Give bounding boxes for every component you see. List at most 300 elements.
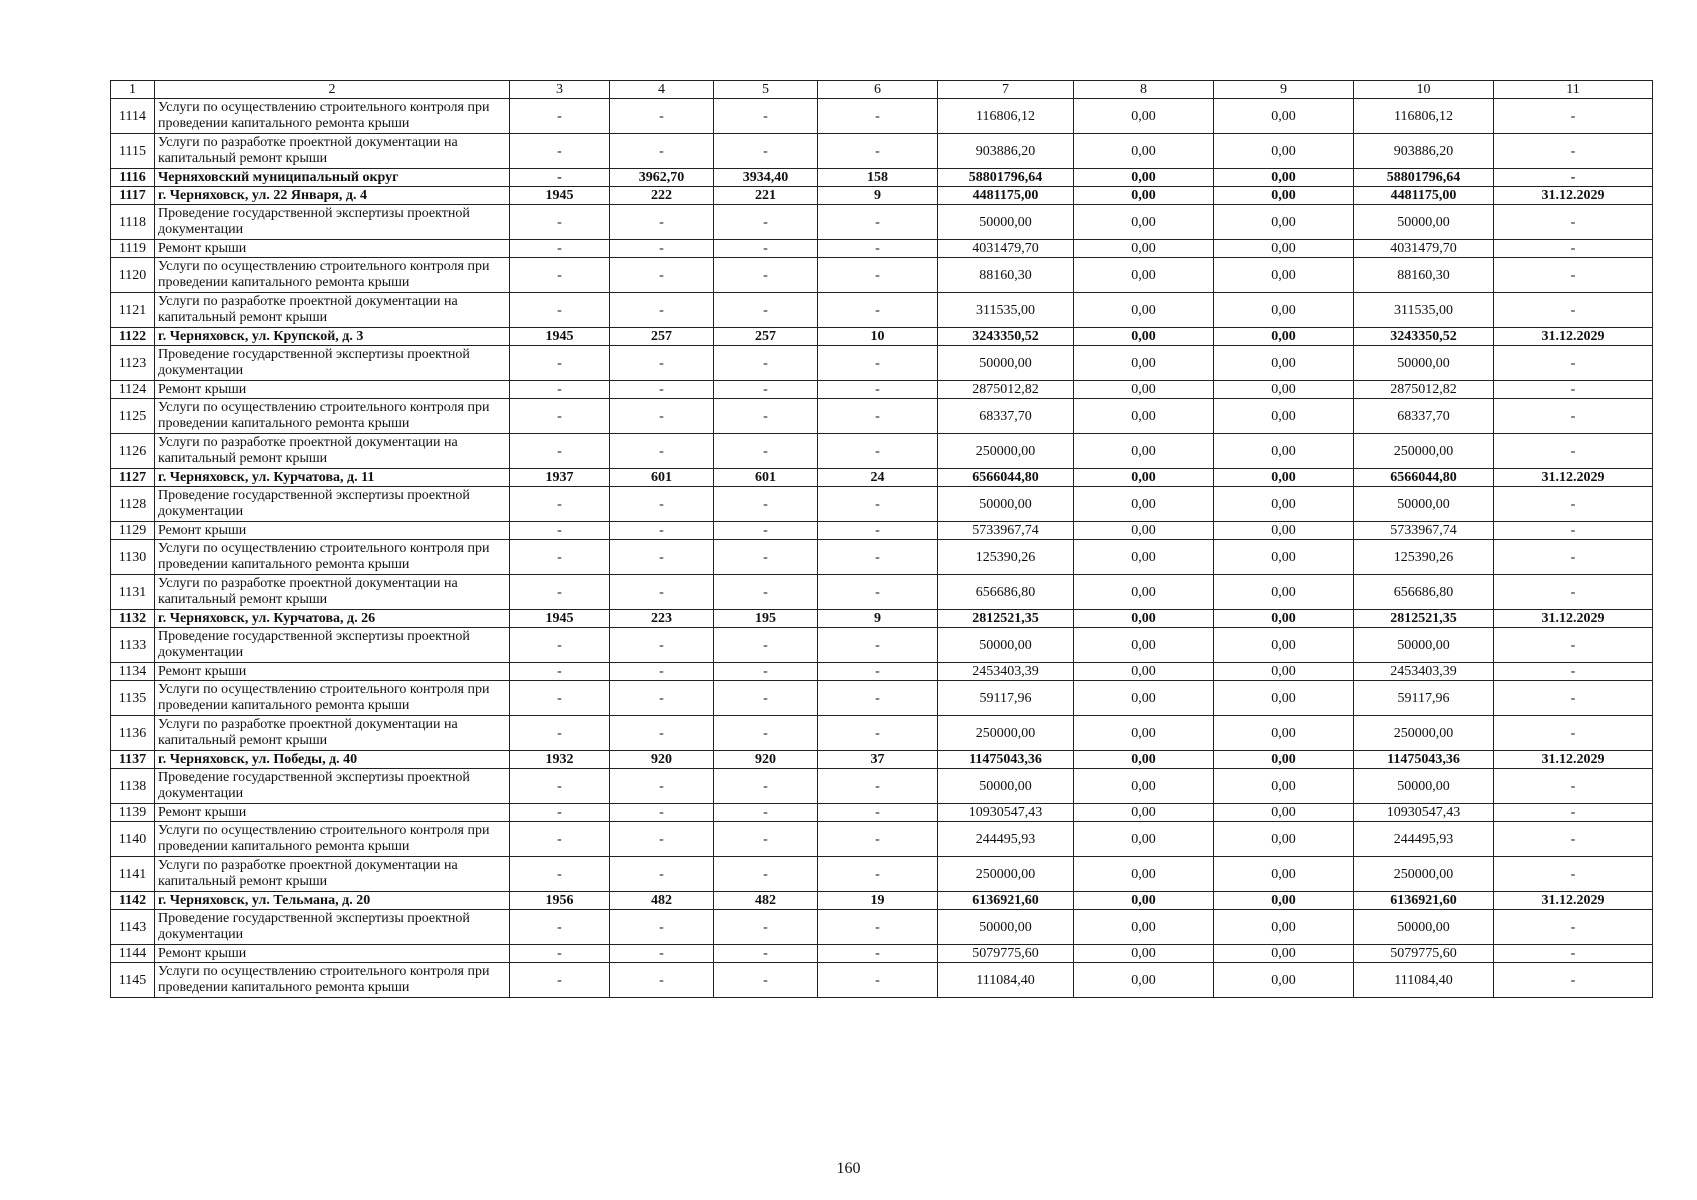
year-cell: - — [510, 575, 610, 610]
residents-cell: - — [818, 293, 938, 328]
header-cell: 7 — [938, 81, 1074, 99]
table-row — [111, 751, 1653, 769]
area-total-cell: - — [610, 663, 714, 681]
cost-total-cell: 10930547,43 — [938, 804, 1074, 822]
residents-cell: - — [818, 205, 938, 240]
table-row — [111, 240, 1653, 258]
cost-9-cell: 0,00 — [1214, 681, 1354, 716]
cost-8-cell: 0,00 — [1074, 822, 1214, 857]
header-cell: 1 — [111, 81, 155, 99]
cost-8-cell: 0,00 — [1074, 205, 1214, 240]
header-cell: 9 — [1214, 81, 1354, 99]
area-total-cell: - — [610, 540, 714, 575]
residents-cell: - — [818, 804, 938, 822]
residents-cell: - — [818, 487, 938, 522]
deadline-cell: 31.12.2029 — [1494, 469, 1653, 487]
residents-cell: 9 — [818, 610, 938, 628]
cost-8-cell: 0,00 — [1074, 381, 1214, 399]
year-cell: - — [510, 134, 610, 169]
item-name: Услуги по осуществлению строительного контроля при проведении капитального ремонта крыши — [155, 99, 510, 134]
table-row — [111, 399, 1653, 434]
table-row — [111, 134, 1653, 169]
document-sheet — [110, 80, 1652, 998]
cost-10-cell: 125390,26 — [1354, 540, 1494, 575]
cost-8-cell: 0,00 — [1074, 575, 1214, 610]
table-row — [111, 293, 1653, 328]
area-living-cell: - — [714, 205, 818, 240]
year-cell: - — [510, 963, 610, 998]
cost-10-cell: 903886,20 — [1354, 134, 1494, 169]
deadline-cell: 31.12.2029 — [1494, 892, 1653, 910]
cost-10-cell: 3243350,52 — [1354, 328, 1494, 346]
item-name: Услуги по разработке проектной документации на капитальный ремонт крыши — [155, 134, 510, 169]
cost-9-cell: 0,00 — [1214, 751, 1354, 769]
residents-cell: 24 — [818, 469, 938, 487]
cost-10-cell: 2875012,82 — [1354, 381, 1494, 399]
area-living-cell: - — [714, 487, 818, 522]
row-number: 1145 — [111, 963, 155, 998]
deadline-cell: - — [1494, 910, 1653, 945]
cost-8-cell: 0,00 — [1074, 681, 1214, 716]
item-name: Проведение государственной экспертизы проектной документации — [155, 910, 510, 945]
table-row — [111, 628, 1653, 663]
cost-8-cell: 0,00 — [1074, 240, 1214, 258]
table-row — [111, 575, 1653, 610]
cost-8-cell: 0,00 — [1074, 399, 1214, 434]
residents-cell: - — [818, 822, 938, 857]
cost-9-cell: 0,00 — [1214, 610, 1354, 628]
deadline-cell: 31.12.2029 — [1494, 610, 1653, 628]
table-row — [111, 945, 1653, 963]
header-cell: 5 — [714, 81, 818, 99]
table-row — [111, 822, 1653, 857]
cost-8-cell: 0,00 — [1074, 134, 1214, 169]
deadline-cell: - — [1494, 169, 1653, 187]
year-cell: - — [510, 293, 610, 328]
table-row — [111, 910, 1653, 945]
year-cell: - — [510, 434, 610, 469]
row-number: 1116 — [111, 169, 155, 187]
year-cell: 1932 — [510, 751, 610, 769]
cost-9-cell: 0,00 — [1214, 381, 1354, 399]
cost-9-cell: 0,00 — [1214, 240, 1354, 258]
cost-10-cell: 4481175,00 — [1354, 187, 1494, 205]
cost-8-cell: 0,00 — [1074, 963, 1214, 998]
cost-total-cell: 111084,40 — [938, 963, 1074, 998]
header-cell: 3 — [510, 81, 610, 99]
residents-cell: - — [818, 381, 938, 399]
cost-total-cell: 250000,00 — [938, 857, 1074, 892]
header-cell: 2 — [155, 81, 510, 99]
item-name: Услуги по осуществлению строительного контроля при проведении капитального ремонта крыши — [155, 822, 510, 857]
cost-9-cell: 0,00 — [1214, 169, 1354, 187]
area-living-cell: - — [714, 540, 818, 575]
deadline-cell: - — [1494, 857, 1653, 892]
row-number: 1138 — [111, 769, 155, 804]
row-number: 1143 — [111, 910, 155, 945]
cost-8-cell: 0,00 — [1074, 328, 1214, 346]
table-row — [111, 681, 1653, 716]
cost-total-cell: 116806,12 — [938, 99, 1074, 134]
cost-9-cell: 0,00 — [1214, 293, 1354, 328]
residents-cell: - — [818, 910, 938, 945]
year-cell: - — [510, 910, 610, 945]
area-living-cell: - — [714, 381, 818, 399]
cost-10-cell: 50000,00 — [1354, 346, 1494, 381]
area-total-cell: - — [610, 945, 714, 963]
item-name: Ремонт крыши — [155, 945, 510, 963]
table-row — [111, 434, 1653, 469]
deadline-cell: - — [1494, 487, 1653, 522]
year-cell: - — [510, 381, 610, 399]
cost-8-cell: 0,00 — [1074, 628, 1214, 663]
year-cell: - — [510, 346, 610, 381]
cost-8-cell: 0,00 — [1074, 293, 1214, 328]
residents-cell: - — [818, 399, 938, 434]
item-name: Услуги по осуществлению строительного контроля при проведении капитального ремонта крыши — [155, 540, 510, 575]
cost-total-cell: 50000,00 — [938, 346, 1074, 381]
item-name: Услуги по разработке проектной документации на капитальный ремонт крыши — [155, 575, 510, 610]
table-row — [111, 892, 1653, 910]
cost-total-cell: 250000,00 — [938, 434, 1074, 469]
residents-cell: - — [818, 945, 938, 963]
cost-10-cell: 6566044,80 — [1354, 469, 1494, 487]
item-name: Проведение государственной экспертизы проектной документации — [155, 769, 510, 804]
row-number: 1126 — [111, 434, 155, 469]
residents-cell: - — [818, 134, 938, 169]
item-name: Черняховский муниципальный округ — [155, 169, 510, 187]
area-total-cell: - — [610, 716, 714, 751]
row-number: 1114 — [111, 99, 155, 134]
cost-10-cell: 50000,00 — [1354, 910, 1494, 945]
item-name: Ремонт крыши — [155, 663, 510, 681]
cost-total-cell: 88160,30 — [938, 258, 1074, 293]
cost-10-cell: 250000,00 — [1354, 716, 1494, 751]
residents-cell: - — [818, 963, 938, 998]
cost-10-cell: 5079775,60 — [1354, 945, 1494, 963]
area-living-cell: - — [714, 663, 818, 681]
row-number: 1115 — [111, 134, 155, 169]
cost-total-cell: 656686,80 — [938, 575, 1074, 610]
cost-10-cell: 250000,00 — [1354, 434, 1494, 469]
cost-total-cell: 250000,00 — [938, 716, 1074, 751]
cost-9-cell: 0,00 — [1214, 575, 1354, 610]
cost-8-cell: 0,00 — [1074, 187, 1214, 205]
area-total-cell: - — [610, 399, 714, 434]
year-cell: - — [510, 681, 610, 716]
row-number: 1128 — [111, 487, 155, 522]
item-name: г. Черняховск, ул. Крупской, д. 3 — [155, 328, 510, 346]
cost-8-cell: 0,00 — [1074, 258, 1214, 293]
cost-8-cell: 0,00 — [1074, 169, 1214, 187]
table-row — [111, 328, 1653, 346]
area-total-cell: - — [610, 99, 714, 134]
area-total-cell: - — [610, 240, 714, 258]
residents-cell: 37 — [818, 751, 938, 769]
cost-total-cell: 50000,00 — [938, 205, 1074, 240]
item-name: Услуги по осуществлению строительного контроля при проведении капитального ремонта крыши — [155, 258, 510, 293]
deadline-cell: - — [1494, 205, 1653, 240]
cost-total-cell: 3243350,52 — [938, 328, 1074, 346]
cost-9-cell: 0,00 — [1214, 963, 1354, 998]
cost-8-cell: 0,00 — [1074, 892, 1214, 910]
cost-8-cell: 0,00 — [1074, 857, 1214, 892]
item-name: г. Черняховск, ул. Курчатова, д. 26 — [155, 610, 510, 628]
cost-9-cell: 0,00 — [1214, 945, 1354, 963]
area-total-cell: - — [610, 134, 714, 169]
cost-8-cell: 0,00 — [1074, 716, 1214, 751]
deadline-cell: - — [1494, 522, 1653, 540]
residents-cell: - — [818, 716, 938, 751]
row-number: 1125 — [111, 399, 155, 434]
header-cell: 11 — [1494, 81, 1653, 99]
cost-9-cell: 0,00 — [1214, 628, 1354, 663]
cost-total-cell: 50000,00 — [938, 769, 1074, 804]
cost-8-cell: 0,00 — [1074, 99, 1214, 134]
deadline-cell: - — [1494, 434, 1653, 469]
item-name: Услуги по разработке проектной документации на капитальный ремонт крыши — [155, 716, 510, 751]
column-number-row — [111, 81, 1653, 99]
cost-10-cell: 311535,00 — [1354, 293, 1494, 328]
year-cell: - — [510, 804, 610, 822]
cost-10-cell: 250000,00 — [1354, 857, 1494, 892]
year-cell: - — [510, 487, 610, 522]
area-total-cell: 222 — [610, 187, 714, 205]
cost-total-cell: 903886,20 — [938, 134, 1074, 169]
cost-8-cell: 0,00 — [1074, 769, 1214, 804]
year-cell: 1956 — [510, 892, 610, 910]
deadline-cell: - — [1494, 963, 1653, 998]
cost-10-cell: 68337,70 — [1354, 399, 1494, 434]
area-living-cell: - — [714, 293, 818, 328]
deadline-cell: - — [1494, 769, 1653, 804]
item-name: Проведение государственной экспертизы проектной документации — [155, 205, 510, 240]
item-name: Проведение государственной экспертизы проектной документации — [155, 346, 510, 381]
row-number: 1142 — [111, 892, 155, 910]
cost-9-cell: 0,00 — [1214, 134, 1354, 169]
residents-cell: 19 — [818, 892, 938, 910]
year-cell: - — [510, 769, 610, 804]
cost-10-cell: 111084,40 — [1354, 963, 1494, 998]
row-number: 1139 — [111, 804, 155, 822]
cost-10-cell: 58801796,64 — [1354, 169, 1494, 187]
deadline-cell: - — [1494, 99, 1653, 134]
cost-10-cell: 2453403,39 — [1354, 663, 1494, 681]
deadline-cell: 31.12.2029 — [1494, 328, 1653, 346]
cost-total-cell: 125390,26 — [938, 540, 1074, 575]
deadline-cell: - — [1494, 381, 1653, 399]
cost-9-cell: 0,00 — [1214, 434, 1354, 469]
deadline-cell: 31.12.2029 — [1494, 187, 1653, 205]
table-row — [111, 187, 1653, 205]
deadline-cell: - — [1494, 663, 1653, 681]
table-row — [111, 258, 1653, 293]
cost-8-cell: 0,00 — [1074, 346, 1214, 381]
item-name: Ремонт крыши — [155, 381, 510, 399]
area-living-cell: - — [714, 804, 818, 822]
row-number: 1144 — [111, 945, 155, 963]
area-total-cell: - — [610, 381, 714, 399]
cost-9-cell: 0,00 — [1214, 258, 1354, 293]
cost-9-cell: 0,00 — [1214, 99, 1354, 134]
row-number: 1131 — [111, 575, 155, 610]
area-total-cell: - — [610, 963, 714, 998]
cost-10-cell: 50000,00 — [1354, 769, 1494, 804]
deadline-cell: - — [1494, 399, 1653, 434]
row-number: 1137 — [111, 751, 155, 769]
item-name: г. Черняховск, ул. Тельмана, д. 20 — [155, 892, 510, 910]
area-total-cell: - — [610, 681, 714, 716]
year-cell: - — [510, 258, 610, 293]
area-total-cell: 223 — [610, 610, 714, 628]
row-number: 1124 — [111, 381, 155, 399]
cost-8-cell: 0,00 — [1074, 663, 1214, 681]
area-living-cell: - — [714, 769, 818, 804]
area-total-cell: - — [610, 522, 714, 540]
row-number: 1134 — [111, 663, 155, 681]
cost-total-cell: 2812521,35 — [938, 610, 1074, 628]
area-total-cell: 257 — [610, 328, 714, 346]
cost-9-cell: 0,00 — [1214, 469, 1354, 487]
cost-10-cell: 116806,12 — [1354, 99, 1494, 134]
cost-total-cell: 50000,00 — [938, 487, 1074, 522]
residents-cell: - — [818, 769, 938, 804]
area-living-cell: - — [714, 134, 818, 169]
area-total-cell: - — [610, 346, 714, 381]
year-cell: - — [510, 169, 610, 187]
residents-cell: 10 — [818, 328, 938, 346]
deadline-cell: - — [1494, 575, 1653, 610]
cost-total-cell: 59117,96 — [938, 681, 1074, 716]
deadline-cell: 31.12.2029 — [1494, 751, 1653, 769]
residents-cell: 158 — [818, 169, 938, 187]
area-total-cell: 920 — [610, 751, 714, 769]
area-living-cell: - — [714, 681, 818, 716]
cost-9-cell: 0,00 — [1214, 663, 1354, 681]
area-living-cell: - — [714, 575, 818, 610]
deadline-cell: - — [1494, 716, 1653, 751]
cost-total-cell: 6566044,80 — [938, 469, 1074, 487]
area-living-cell: - — [714, 945, 818, 963]
residents-cell: - — [818, 575, 938, 610]
cost-total-cell: 50000,00 — [938, 628, 1074, 663]
cost-8-cell: 0,00 — [1074, 610, 1214, 628]
table-row — [111, 99, 1653, 134]
cost-9-cell: 0,00 — [1214, 522, 1354, 540]
deadline-cell: - — [1494, 346, 1653, 381]
cost-total-cell: 311535,00 — [938, 293, 1074, 328]
year-cell: - — [510, 540, 610, 575]
cost-8-cell: 0,00 — [1074, 751, 1214, 769]
item-name: Ремонт крыши — [155, 240, 510, 258]
item-name: Ремонт крыши — [155, 522, 510, 540]
item-name: г. Черняховск, ул. 22 Января, д. 4 — [155, 187, 510, 205]
cost-9-cell: 0,00 — [1214, 804, 1354, 822]
cost-10-cell: 50000,00 — [1354, 205, 1494, 240]
residents-cell: - — [818, 857, 938, 892]
item-name: г. Черняховск, ул. Победы, д. 40 — [155, 751, 510, 769]
area-living-cell: 195 — [714, 610, 818, 628]
table-row — [111, 381, 1653, 399]
cost-total-cell: 4481175,00 — [938, 187, 1074, 205]
deadline-cell: - — [1494, 258, 1653, 293]
year-cell: - — [510, 857, 610, 892]
table-row — [111, 205, 1653, 240]
deadline-cell: - — [1494, 240, 1653, 258]
header-cell: 6 — [818, 81, 938, 99]
cost-9-cell: 0,00 — [1214, 346, 1354, 381]
year-cell: - — [510, 240, 610, 258]
year-cell: - — [510, 716, 610, 751]
item-name: Ремонт крыши — [155, 804, 510, 822]
header-cell: 10 — [1354, 81, 1494, 99]
area-living-cell: - — [714, 346, 818, 381]
table-row — [111, 857, 1653, 892]
item-name: Услуги по осуществлению строительного контроля при проведении капитального ремонта крыши — [155, 399, 510, 434]
deadline-cell: - — [1494, 134, 1653, 169]
area-living-cell: - — [714, 240, 818, 258]
cost-total-cell: 6136921,60 — [938, 892, 1074, 910]
area-total-cell: - — [610, 487, 714, 522]
cost-total-cell: 11475043,36 — [938, 751, 1074, 769]
cost-9-cell: 0,00 — [1214, 857, 1354, 892]
item-name: Услуги по разработке проектной документации на капитальный ремонт крыши — [155, 434, 510, 469]
table-row — [111, 169, 1653, 187]
row-number: 1133 — [111, 628, 155, 663]
area-total-cell: - — [610, 769, 714, 804]
item-name: Услуги по разработке проектной документации на капитальный ремонт крыши — [155, 857, 510, 892]
page-number: 160 — [836, 1160, 861, 1177]
table-row — [111, 663, 1653, 681]
cost-10-cell: 11475043,36 — [1354, 751, 1494, 769]
cost-8-cell: 0,00 — [1074, 522, 1214, 540]
cost-10-cell: 50000,00 — [1354, 487, 1494, 522]
area-total-cell: 601 — [610, 469, 714, 487]
table-row — [111, 610, 1653, 628]
cost-total-cell: 5079775,60 — [938, 945, 1074, 963]
cost-9-cell: 0,00 — [1214, 892, 1354, 910]
cost-9-cell: 0,00 — [1214, 716, 1354, 751]
area-living-cell: 601 — [714, 469, 818, 487]
row-number: 1136 — [111, 716, 155, 751]
table-row — [111, 487, 1653, 522]
area-living-cell: - — [714, 434, 818, 469]
cost-total-cell: 5733967,74 — [938, 522, 1074, 540]
year-cell: 1945 — [510, 328, 610, 346]
cost-10-cell: 4031479,70 — [1354, 240, 1494, 258]
area-living-cell: - — [714, 963, 818, 998]
residents-cell: - — [818, 681, 938, 716]
deadline-cell: - — [1494, 628, 1653, 663]
residents-cell: 9 — [818, 187, 938, 205]
header-cell: 4 — [610, 81, 714, 99]
cost-9-cell: 0,00 — [1214, 487, 1354, 522]
residents-cell: - — [818, 628, 938, 663]
row-number: 1121 — [111, 293, 155, 328]
item-name: Услуги по осуществлению строительного контроля при проведении капитального ремонта крыши — [155, 963, 510, 998]
cost-total-cell: 58801796,64 — [938, 169, 1074, 187]
area-total-cell: - — [610, 575, 714, 610]
table-row — [111, 804, 1653, 822]
year-cell: - — [510, 522, 610, 540]
cost-8-cell: 0,00 — [1074, 540, 1214, 575]
area-living-cell: 482 — [714, 892, 818, 910]
year-cell: - — [510, 628, 610, 663]
row-number: 1123 — [111, 346, 155, 381]
area-living-cell: - — [714, 716, 818, 751]
cost-8-cell: 0,00 — [1074, 434, 1214, 469]
row-number: 1135 — [111, 681, 155, 716]
